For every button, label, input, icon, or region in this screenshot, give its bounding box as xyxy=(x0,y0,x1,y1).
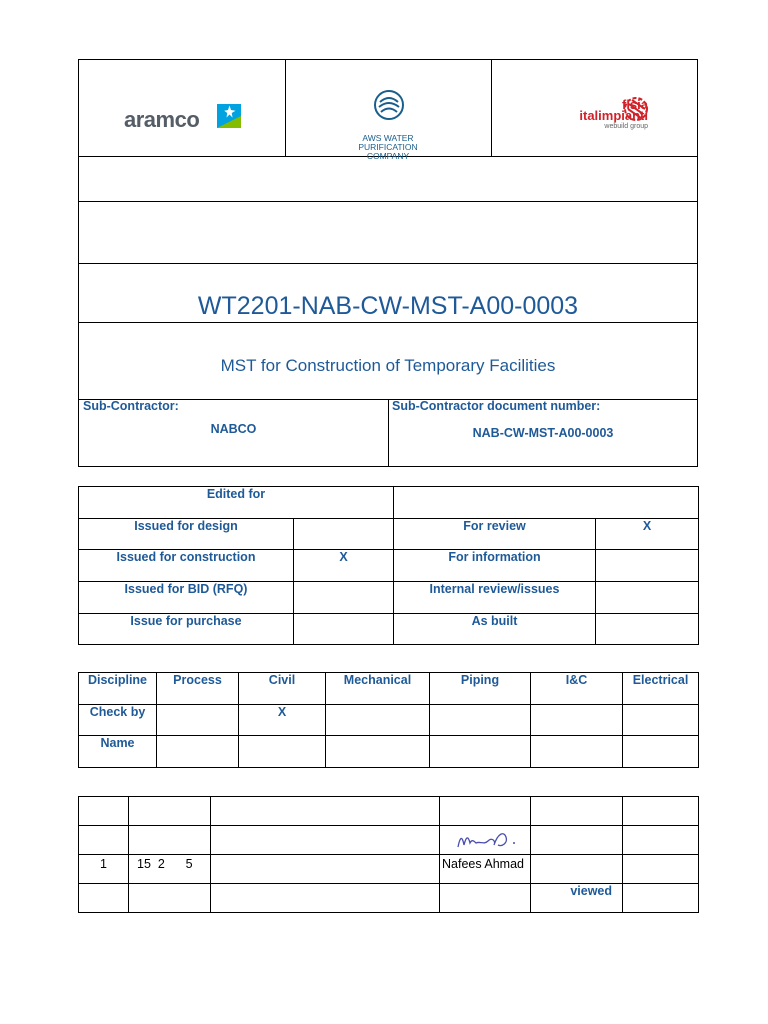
edited-for-right-label: For information xyxy=(394,550,596,582)
revision-date-month: 2 xyxy=(157,857,165,871)
table-cell: X xyxy=(239,705,326,736)
subcontractor-label: Sub-Contractor: xyxy=(83,399,179,413)
table-cell xyxy=(239,736,326,768)
revision-table xyxy=(78,796,699,913)
aramco-star-icon xyxy=(217,104,241,128)
table-cell xyxy=(531,855,623,884)
aws-wave-icon xyxy=(374,88,404,122)
row-divider xyxy=(79,322,697,323)
table-cell xyxy=(129,797,211,826)
table-row xyxy=(79,736,699,768)
table-cell xyxy=(157,705,239,736)
table-cell xyxy=(440,884,531,913)
table-cell xyxy=(326,705,430,736)
table-cell xyxy=(157,736,239,768)
signature-image xyxy=(454,829,522,853)
column-header: Electrical xyxy=(623,673,699,705)
table-cell xyxy=(531,736,623,768)
table-cell xyxy=(129,884,211,913)
edited-for-left-label: Issue for purchase xyxy=(79,614,294,645)
table-cell xyxy=(623,884,699,913)
edited-for-left-mark: X xyxy=(294,550,394,582)
edited-for-left-mark xyxy=(294,519,394,550)
revision-date-year: 5 xyxy=(185,857,193,871)
edited-for-right-label: As built xyxy=(394,614,596,645)
aws-line-3: COMPANY xyxy=(366,151,410,161)
revision-name: Nafees Ahmad xyxy=(440,855,531,884)
table-cell xyxy=(430,736,531,768)
table-row xyxy=(79,614,699,645)
table-row xyxy=(79,582,699,614)
table-cell xyxy=(211,826,440,855)
discipline-table xyxy=(78,672,699,768)
fisia-line-2: italimpianti xyxy=(579,108,648,123)
table-row xyxy=(79,550,699,582)
table-cell xyxy=(440,797,531,826)
table-row xyxy=(79,826,699,855)
edited-for-left-mark xyxy=(294,614,394,645)
edited-for-left-label: Issued for construction xyxy=(79,550,294,582)
column-header: Mechanical xyxy=(326,673,430,705)
edited-for-left-label: Issued for BID (RFQ) xyxy=(79,582,294,614)
revision-date xyxy=(129,855,211,884)
edited-for-right-label: Internal review/issues xyxy=(394,582,596,614)
table-cell xyxy=(79,826,129,855)
column-header: Process xyxy=(157,673,239,705)
table-cell xyxy=(79,884,129,913)
signature-cell xyxy=(440,826,531,855)
table-header-row xyxy=(79,673,699,705)
table-cell xyxy=(531,826,623,855)
edited-for-left-label: Issued for design xyxy=(79,519,294,550)
edited-for-right-mark xyxy=(596,582,699,614)
table-cell xyxy=(211,797,440,826)
table-cell xyxy=(211,855,440,884)
table-cell xyxy=(623,736,699,768)
subcontractor-doc-number-value: NAB-CW-MST-A00-0003 xyxy=(472,426,614,440)
aws-wordmark xyxy=(353,134,423,161)
table-cell: Check by xyxy=(79,705,157,736)
row-divider xyxy=(79,263,697,264)
table-row xyxy=(79,705,699,736)
aws-line-1: AWS WATER xyxy=(362,133,414,143)
document-title: MST for Construction of Temporary Facilities xyxy=(220,356,556,375)
document-number: WT2201-NAB-CW-MST-A00-0003 xyxy=(197,292,579,320)
aramco-wordmark: aramco xyxy=(124,107,200,132)
column-header: I&C xyxy=(531,673,623,705)
table-row xyxy=(79,855,699,884)
row-divider xyxy=(79,201,697,202)
logo-divider xyxy=(285,60,286,156)
subcontractor-doc-number-label: Sub-Contractor document number: xyxy=(392,399,601,413)
fisia-mark-icon xyxy=(623,96,649,122)
edited-for-right-mark: X xyxy=(596,519,699,550)
table-cell xyxy=(623,855,699,884)
table-cell xyxy=(129,826,211,855)
table-cell xyxy=(531,705,623,736)
column-header: Discipline xyxy=(79,673,157,705)
fisia-line-3: webuild group xyxy=(604,123,648,130)
table-cell xyxy=(211,884,440,913)
table-cell xyxy=(326,736,430,768)
fisia-line-1: fisia xyxy=(621,97,648,112)
table-row xyxy=(79,884,699,913)
revision-date-day: 15 xyxy=(137,857,151,871)
edited-for-right-mark xyxy=(596,614,699,645)
table-cell: Name xyxy=(79,736,157,768)
table-cell xyxy=(79,797,129,826)
table-row xyxy=(79,797,699,826)
edited-for-left-mark xyxy=(294,582,394,614)
edited-for-header-empty xyxy=(394,487,699,519)
edited-for-right-mark xyxy=(596,550,699,582)
logo-divider xyxy=(491,60,492,156)
column-header: Civil xyxy=(239,673,326,705)
table-row xyxy=(79,519,699,550)
edited-for-table xyxy=(78,486,699,645)
table-cell xyxy=(623,797,699,826)
subcontractor-value: NABCO xyxy=(210,422,257,436)
aws-line-2: PURIFICATION xyxy=(358,142,418,152)
table-cell xyxy=(623,826,699,855)
edited-for-right-label: For review xyxy=(394,519,596,550)
table-cell xyxy=(430,705,531,736)
revision-number: 1 xyxy=(79,855,129,884)
column-header: Piping xyxy=(430,673,531,705)
table-cell xyxy=(623,705,699,736)
document-header-block xyxy=(78,59,698,467)
revision-status: viewed xyxy=(531,884,623,913)
table-cell xyxy=(531,797,623,826)
edited-for-header: Edited for xyxy=(79,487,394,519)
